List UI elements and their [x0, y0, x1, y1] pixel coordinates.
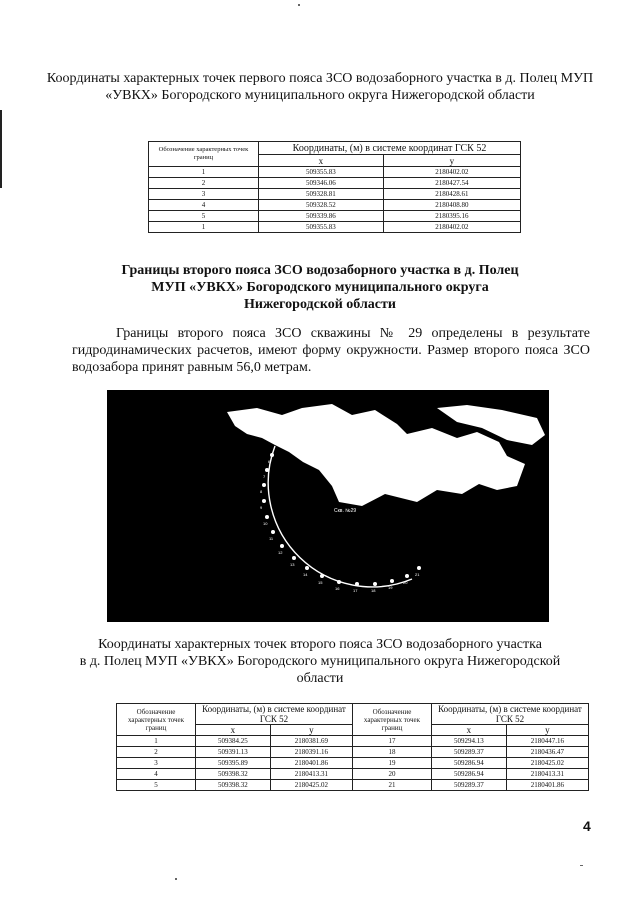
section2-title	[40, 262, 600, 313]
t1-coord-header: Координаты, (м) в системе координат ГСК 52	[259, 142, 521, 155]
boundary-point-label: 14	[303, 572, 308, 577]
scan-edge-mark	[0, 110, 2, 188]
t2-x: 509398.32	[196, 769, 271, 780]
zone2-map-svg	[107, 390, 549, 622]
t2-point: 17	[352, 736, 431, 747]
table-row	[149, 222, 521, 233]
t2-y: 2180413.31	[270, 769, 352, 780]
t2-x: 509286.94	[431, 758, 506, 769]
boundary-point-label: 13	[290, 562, 295, 567]
boundary-point-label: 18	[371, 588, 376, 593]
section1-title: Координаты характерных точек первого пояса ЗСО водозаборного участка в д. Полец МУП «УВКХ» Богородского муниципального округа Нижегородской области	[46, 71, 594, 103]
t2-point: 1	[117, 736, 196, 747]
t2-coord-header-right: Координаты, (м) в системе координат ГСК 52	[431, 704, 588, 725]
scan-speck	[175, 878, 177, 880]
t2-point: 19	[352, 758, 431, 769]
t2-x: 509398.32	[196, 780, 271, 791]
t1-y: 2180402.02	[383, 167, 520, 178]
t2-point: 2	[117, 747, 196, 758]
t1-x-header: x	[259, 155, 384, 167]
t2-y: 2180413.31	[506, 769, 588, 780]
section3-title-line3: области	[296, 671, 344, 686]
boundary-point-label: 15	[318, 580, 323, 585]
table-row	[149, 200, 521, 211]
t1-x: 509328.81	[259, 189, 384, 200]
table-row	[149, 167, 521, 178]
t2-y: 2180425.02	[270, 780, 352, 791]
t2-x: 509286.94	[431, 769, 506, 780]
t1-x: 509346.06	[259, 178, 384, 189]
section2-title-line3: Нижегородской области	[244, 297, 396, 312]
t1-x: 509355.83	[259, 167, 384, 178]
t1-x: 509355.83	[259, 222, 384, 233]
section2-title-line1: Границы второго пояса ЗСО водозаборного участка в д. Полец	[121, 263, 519, 278]
t2-x: 509289.37	[431, 747, 506, 758]
t2-point: 4	[117, 769, 196, 780]
t1-x: 509339.86	[259, 211, 384, 222]
t1-y: 2180408.80	[383, 200, 520, 211]
zone2-map	[107, 390, 549, 622]
t2-x-header: x	[431, 725, 506, 736]
t1-y-header: y	[383, 155, 520, 167]
t2-y: 2180425.02	[506, 758, 588, 769]
boundary-point-label: 20	[403, 580, 408, 585]
t2-y: 2180447.16	[506, 736, 588, 747]
section2-paragraph	[72, 325, 590, 376]
t1-point: 3	[149, 189, 259, 200]
t1-point: 1	[149, 222, 259, 233]
t1-y: 2180402.02	[383, 222, 520, 233]
t1-point: 2	[149, 178, 259, 189]
well-label: Скв. №29	[334, 508, 357, 514]
table-row	[149, 178, 521, 189]
boundary-point-label: 8	[260, 489, 263, 494]
t2-coord-header-left: Координаты, (м) в системе координат ГСК 52	[196, 704, 353, 725]
boundary-point-label: 17	[353, 588, 358, 593]
t2-x: 509289.37	[431, 780, 506, 791]
boundary-point-label: 12	[278, 550, 283, 555]
t1-y: 2180395.16	[383, 211, 520, 222]
page-number: 4	[583, 818, 591, 834]
t1-y: 2180427.54	[383, 178, 520, 189]
t2-y-header: y	[506, 725, 588, 736]
boundary-point-label: 6	[268, 459, 271, 464]
boundary-point-label: 10	[263, 521, 268, 526]
t2-y: 2180381.69	[270, 736, 352, 747]
t2-y: 2180436.47	[506, 747, 588, 758]
section3-title-line2: в д. Полец МУП «УВКХ» Богородского муниципального округа Нижегородской	[79, 654, 561, 669]
t2-point: 5	[117, 780, 196, 791]
t2-y: 2180391.16	[270, 747, 352, 758]
zone1-coordinates-table	[148, 141, 521, 233]
t2-x-header: x	[196, 725, 271, 736]
t2-x: 509384.25	[196, 736, 271, 747]
t2-point: 21	[352, 780, 431, 791]
table-row	[117, 758, 589, 769]
t1-point: 5	[149, 211, 259, 222]
zone2-coordinates-table	[116, 703, 589, 791]
section2-paragraph-text: Границы второго пояса ЗСО скважины № 29 определены в результате гидродинамических расчетов, имеют форму окружности. Размер второго пояса ЗСО водозабора принят равным 56,0 метрам.	[72, 326, 590, 375]
boundary-point-label: 16	[335, 586, 340, 591]
boundary-point-label: 11	[269, 536, 274, 541]
table-row	[117, 769, 589, 780]
t2-x: 509391.13	[196, 747, 271, 758]
table-row	[117, 736, 589, 747]
boundary-point-label: 19	[388, 585, 393, 590]
t1-point: 4	[149, 200, 259, 211]
t2-point-header-left: Обозначение характерных точек границ	[117, 704, 196, 736]
t1-x: 509328.52	[259, 200, 384, 211]
boundary-point-label: 21	[415, 572, 420, 577]
t1-y: 2180428.61	[383, 189, 520, 200]
table-row	[117, 780, 589, 791]
t2-point: 18	[352, 747, 431, 758]
table-row	[149, 211, 521, 222]
section3-title	[40, 636, 600, 687]
section3-title-line1: Координаты характерных точек второго пояса ЗСО водозаборного участка	[98, 637, 542, 652]
table-row	[117, 747, 589, 758]
t2-y-header: y	[270, 725, 352, 736]
t2-y: 2180401.86	[270, 758, 352, 769]
t2-y: 2180401.86	[506, 780, 588, 791]
section2-title-line2: МУП «УВКХ» Богородского муниципального округа	[151, 280, 489, 295]
boundary-point-label: 9	[260, 505, 263, 510]
scan-speck	[580, 865, 583, 866]
t2-x: 509294.13	[431, 736, 506, 747]
t2-point: 3	[117, 758, 196, 769]
t2-point: 20	[352, 769, 431, 780]
t1-point-header: Обозначение характерных точек границ	[149, 142, 259, 167]
t1-point: 1	[149, 167, 259, 178]
t2-point-header-right: Обозначение характерных точек границ	[352, 704, 431, 736]
boundary-point-label: 7	[263, 474, 266, 479]
table-row	[149, 189, 521, 200]
scan-speck	[298, 4, 300, 6]
t2-x: 509395.89	[196, 758, 271, 769]
